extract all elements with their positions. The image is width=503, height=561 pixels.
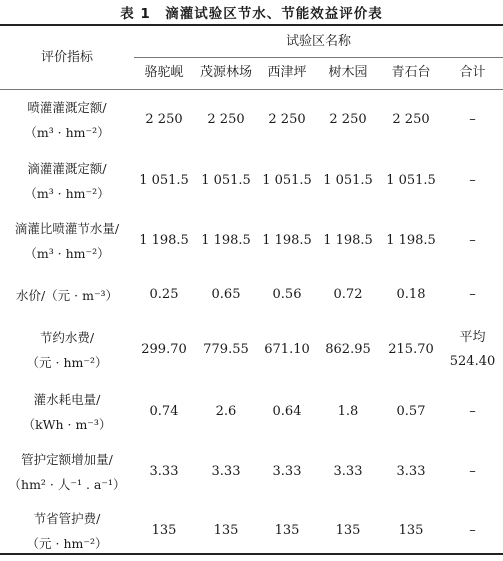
row-label-line: （hm² · 人⁻¹ . a⁻¹） xyxy=(8,477,126,492)
bottom-rule xyxy=(0,553,503,555)
table-body xyxy=(0,89,503,561)
value-cell: 1 051.5 xyxy=(139,173,189,188)
table-row xyxy=(0,501,503,561)
value-cell: 1 051.5 xyxy=(386,173,436,188)
value-cell: 135 xyxy=(335,523,361,538)
total-line: 524.40 xyxy=(449,354,496,369)
top-rule xyxy=(0,24,503,26)
total-cell xyxy=(442,319,503,381)
row-label-line: 滴灌灌溉定额/ xyxy=(27,161,107,176)
value-cell: 135 xyxy=(213,523,239,538)
value-cell: 3.33 xyxy=(333,464,363,479)
row-label xyxy=(0,89,134,151)
table-row xyxy=(0,89,503,151)
evaluation-table xyxy=(0,27,503,561)
value-cell: 0.72 xyxy=(333,287,363,302)
row-label xyxy=(0,381,134,443)
value-cell: 0.18 xyxy=(396,287,426,302)
header-index-label: 评价指标 xyxy=(40,49,93,65)
table-title: 表 1 滴灌试验区节水、节能效益评价表 xyxy=(120,6,383,22)
row-label-line: 灌水耗电量/ xyxy=(33,392,101,407)
value-cell: 1 051.5 xyxy=(201,173,251,188)
total-line: – xyxy=(469,233,476,248)
row-label-line: （元 · hm⁻²） xyxy=(26,536,108,551)
value-cell: 3.33 xyxy=(149,464,179,479)
value-cell: 0.25 xyxy=(149,287,179,302)
value-cell: 0.64 xyxy=(272,404,302,419)
total-line: – xyxy=(469,287,476,302)
total-line: – xyxy=(469,523,476,538)
row-label-line: （m³ · hm⁻²） xyxy=(24,125,110,141)
column-header: 合计 xyxy=(459,64,486,80)
row-label-line: （m³ · hm⁻²） xyxy=(24,186,110,201)
total-cell xyxy=(442,151,503,211)
total-cell xyxy=(442,271,503,319)
row-label xyxy=(0,151,134,211)
total-cell xyxy=(442,501,503,561)
value-cell: 135 xyxy=(398,523,424,538)
row-label xyxy=(0,501,134,561)
total-line: – xyxy=(469,404,476,419)
value-cell: 1 051.5 xyxy=(262,173,312,188)
value-cell: 1 198.5 xyxy=(139,233,189,248)
table-row xyxy=(0,271,503,319)
value-cell: 2 250 xyxy=(380,89,442,151)
row-label-line: （kWh · m⁻³） xyxy=(22,417,112,432)
value-cell: 2.6 xyxy=(215,404,237,419)
value-cell: 1 198.5 xyxy=(323,233,373,248)
table-row xyxy=(0,151,503,211)
row-label xyxy=(0,271,134,319)
row-label xyxy=(0,443,134,501)
value-cell: 3.33 xyxy=(211,464,241,479)
row-label-line: （m³ · hm⁻²） xyxy=(24,246,110,261)
value-cell: 862.95 xyxy=(325,342,371,357)
value-cell: 2 250 xyxy=(258,89,316,151)
value-cell: 1.8 xyxy=(337,404,359,419)
value-cell: 2 250 xyxy=(194,89,258,151)
row-label-line: 水价/（元 · m⁻³） xyxy=(15,287,119,303)
value-cell: 0.74 xyxy=(149,404,179,419)
total-line: – xyxy=(469,464,476,479)
value-cell: 1 198.5 xyxy=(201,233,251,248)
table-row xyxy=(0,319,503,381)
table-row xyxy=(0,443,503,501)
total-line: – xyxy=(469,112,476,128)
value-cell: 779.55 xyxy=(203,342,249,357)
value-cell: 0.65 xyxy=(211,287,241,302)
row-label xyxy=(0,319,134,381)
value-cell: 1 051.5 xyxy=(323,173,373,188)
header-group-label: 试验区名称 xyxy=(286,34,352,49)
table-row xyxy=(0,381,503,443)
row-label-line: 滴灌比喷灌节水量/ xyxy=(14,221,120,236)
column-header: 树木园 xyxy=(328,64,368,80)
value-cell: 135 xyxy=(274,523,300,538)
row-label xyxy=(0,211,134,271)
value-cell: 135 xyxy=(151,523,177,538)
value-cell: 3.33 xyxy=(396,464,426,479)
total-line: 平均 xyxy=(459,330,486,345)
header-sub-rule xyxy=(134,57,503,58)
total-cell xyxy=(442,381,503,443)
total-line: – xyxy=(469,173,476,188)
column-header: 骆驼岘 xyxy=(144,64,184,80)
value-cell: 0.57 xyxy=(396,404,426,419)
header-row-1 xyxy=(0,27,503,57)
value-cell: 2 250 xyxy=(316,89,380,151)
value-cell: 671.10 xyxy=(264,342,310,357)
value-cell: 3.33 xyxy=(272,464,302,479)
row-label-line: 节省管护费/ xyxy=(33,511,101,526)
column-header: 青石台 xyxy=(391,64,431,80)
row-label-line: 喷灌灌溉定额/ xyxy=(27,100,107,116)
column-header: 茂源林场 xyxy=(199,64,252,80)
value-cell: 0.56 xyxy=(272,287,302,302)
total-cell xyxy=(442,89,503,151)
value-cell: 2 250 xyxy=(134,89,194,151)
table-row xyxy=(0,211,503,271)
value-cell: 215.70 xyxy=(388,342,434,357)
total-cell xyxy=(442,211,503,271)
value-cell: 1 198.5 xyxy=(262,233,312,248)
row-label-line: 管护定额增加量/ xyxy=(21,452,113,467)
row-label-line: 节约水费/ xyxy=(39,330,95,345)
value-cell: 1 198.5 xyxy=(386,233,436,248)
column-header: 西津坪 xyxy=(267,64,307,80)
row-label-line: （元 · hm⁻²） xyxy=(26,355,108,370)
value-cell: 299.70 xyxy=(141,342,187,357)
total-cell xyxy=(442,443,503,501)
